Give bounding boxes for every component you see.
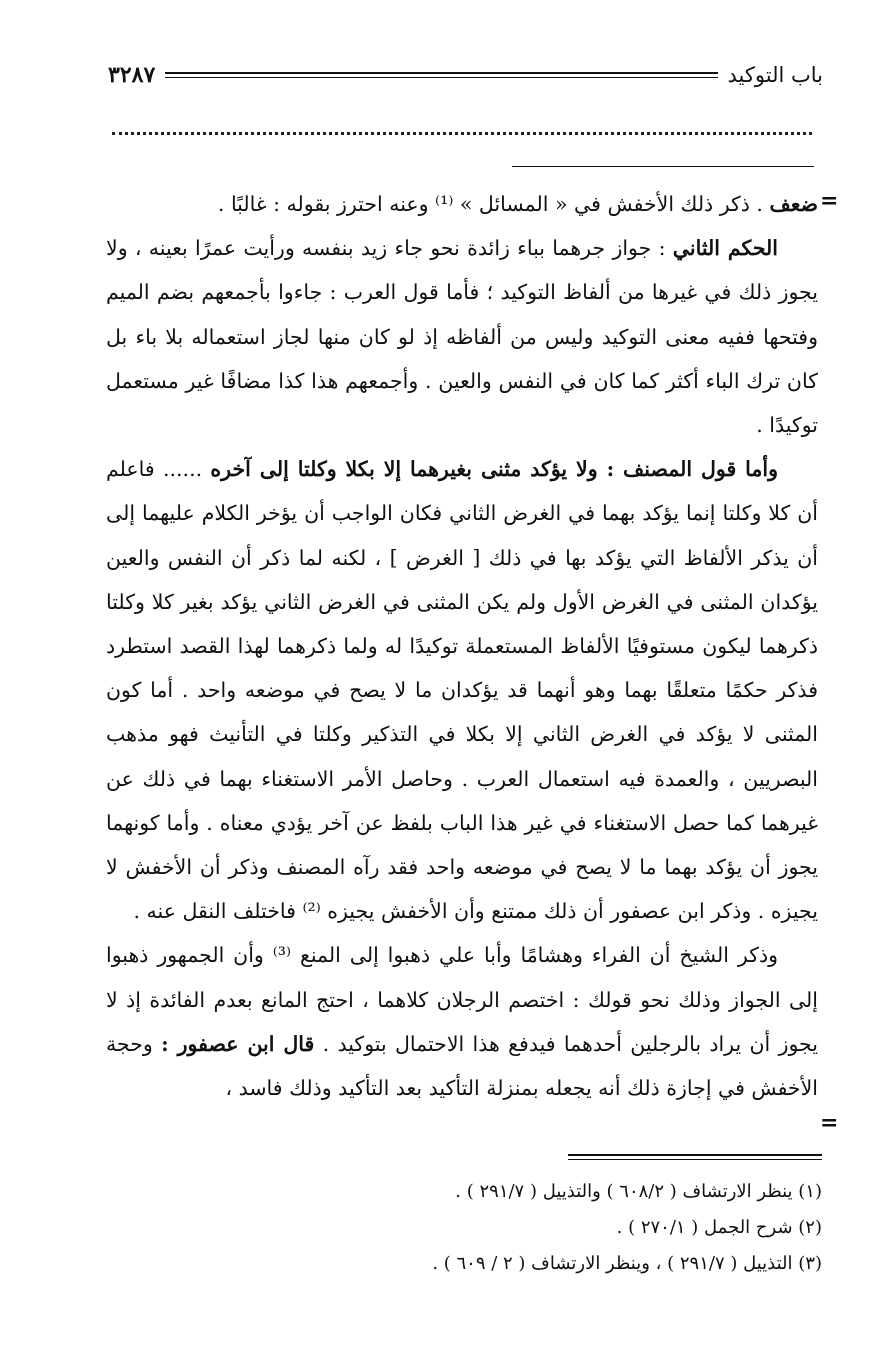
continuation-mark-top: = [820,188,839,214]
paragraph-1-lead: ضعف [769,192,818,216]
paragraph-3-text: ...... فاعلم أن كلا وكلتا إنما يؤكد بهما في الغرض الثاني فكان الواجب أن يؤخر الكلام عليهما إلى أن يذكر الألفاظ التي يؤكد بها في ذلك [ الغرض ] ، لكنه لما ذكر أن النفس والعين يؤكدان المثنى في الغرض الأول ولم يكن المثنى في الغرض الثاني يؤكد بغير كلا وكلتا ذكرهما ليكون مستوفيًا الألفاظ المستعملة توكيدًا له ولما ذكرهما لهذا القصد استطرد فذكر حكمًا متعلقًا بهما وهو أنهما قد يؤكدان ما لا يصح في موضعه واحد . أما كون المثنى لا يؤكد في الغرض الثاني إلا بكلا في التذكير وكلتا في التأنيث فهو مذهب البصريين ، والعمدة فيه استعمال العرب . وحاصل الأمر الاستغناء بهما في ذلك عن غيرهما كما حصل الاستغناء في غير هذا الباب بلفظ عن آخر يؤدي معناه . وأما كونهما يجوز أن يؤكد بهما ما لا يصح في موضعه واحد فقد رآه المصنف وذكر أن الأخفش لا يجيزه . وذكر ابن عصفور أن ذلك ممتنع وأن الأخفش يجيزه ⁽²⁾ فاختلف النقل عنه . [106,457,818,924]
paragraph-2 [106,226,818,447]
footnote-rule [568,1154,822,1160]
paragraph-4-bold: قال ابن عصفور : [161,1031,315,1056]
paragraph-2-lead: الحكم الثاني [672,236,778,261]
paragraph-4-text: وذكر الشيخ أن الفراء وهشامًا وأبا علي ذهبوا إلى المنع ⁽³⁾ وأن الجمهور ذهبوا إلى الجواز وذلك نحو قولك : اختصم الرجلان كلاهما ، احتج المانع بعدم الفائدة إذ لا يجوز أن يراد بالرجلين أحدهما فيدفع هذا الاحتمال بتوكيد . [106,943,818,1056]
paragraph-3 [106,447,818,933]
paragraph-1-text: . ذكر ذلك الأخفش في « المسائل » ⁽¹⁾ وعنه احترز بقوله : غالبًا . [217,192,770,216]
running-header [108,58,823,92]
section-rule [512,166,814,167]
header-rule [165,72,717,78]
footnotes [120,1174,822,1282]
footnote-1: (١) ينظر الارتشاف ( ٦٠٨/٢ ) والتذييل ( ٢٩١/٧ ) . [455,1181,822,1202]
paragraph-2-text: : جواز جرهما بباء زائدة نحو جاء زيد بنفسه ورأيت عمرًا بعينه ، ولا يجوز ذلك في غيرها من ألفاظ التوكيد ؛ فأما قول العرب : جاءوا بأجمعهم بضم الميم وفتحها ففيه معنى التوكيد وليس من ألفاظه إذ لو كان منها لجاز استعماله بلا باء بل كان ترك الباء أكثر كما كان في النفس والعين . وأجمعهم هذا كذا مضافًا غير مستعمل توكيدًا . [106,236,818,438]
footnote-3: (٣) التذييل ( ٢٩١/٧ ) ، وينظر الارتشاف ( ٢ / ٦٠٩ ) . [432,1253,822,1274]
paragraph-1 [106,182,818,226]
paragraph-4-tail: وحجة الأخفش في إجازة ذلك أنه يجعله بمنزلة التأكيد بعد التأكيد وذلك فاسد ، [106,1031,818,1101]
page-number: ٣٢٨٧ [108,62,156,88]
continuation-mark-bottom: = [820,1110,839,1136]
main-text [106,182,818,1110]
chapter-title: باب التوكيد [727,63,823,87]
footnote-2: (٢) شرح الجمل ( ٢٧٠/١ ) . [616,1217,822,1238]
dotted-separator [112,128,812,135]
paragraph-4 [106,933,818,1110]
paragraph-3-lead: وأما قول المصنف : ولا يؤكد مثنى بغيرهما إلا بكلا وكلتا إلى آخره [210,457,778,482]
